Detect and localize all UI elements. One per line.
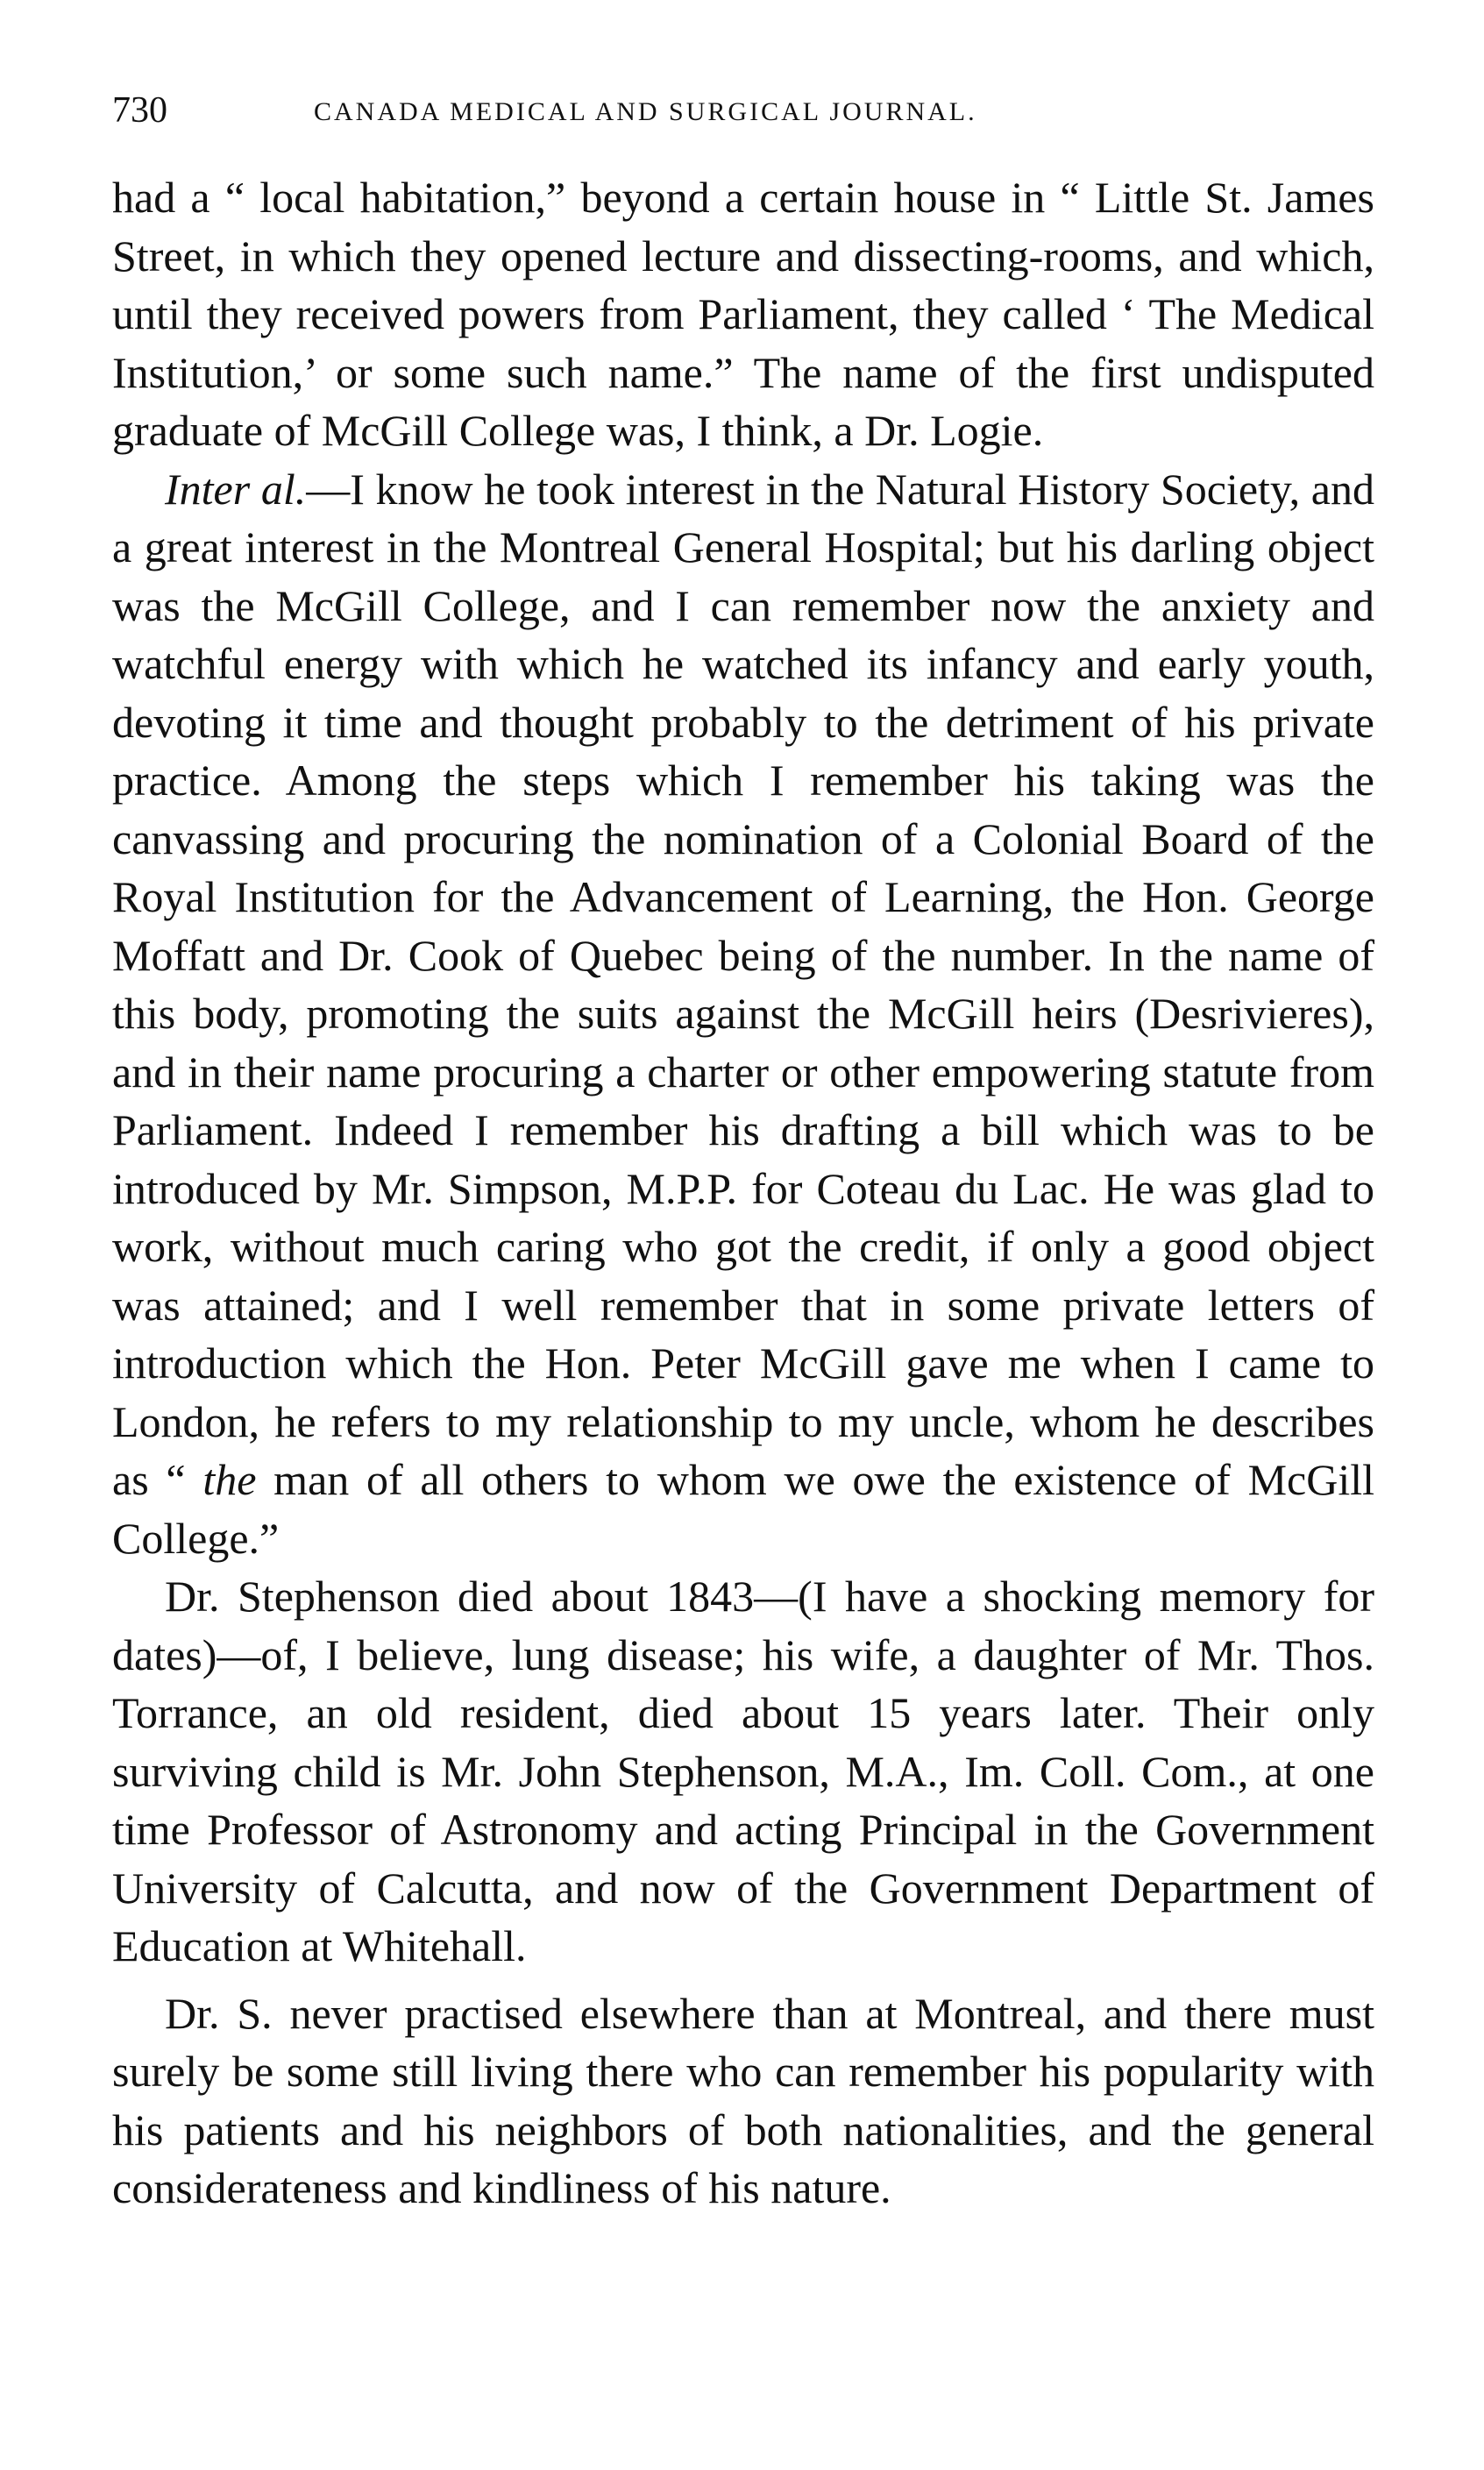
paragraph-4-text: Dr. S. never practised elsewhere than at Montreal, and there must surely be some still living there who can remember his popularity with his patients and his neighbors of both nationalities, and the general considerateness and kindliness of his nature. bbox=[112, 1988, 1374, 2212]
paragraph-1-text: had a “ local habitation,” beyond a certain house in “ Little St. James Street, in which they opened lecture and dissecting-rooms, and which, until they received powers from Parliament, they called ‘ The Medical Institution,’ or some such name.” The name of the first undisputed graduate of McGill College was, I think, a Dr. Logie. bbox=[112, 173, 1374, 455]
paragraph-2-lead-italic: Inter al. bbox=[165, 464, 307, 514]
page-number: 730 bbox=[112, 90, 167, 131]
paragraph-3 bbox=[112, 1567, 1374, 1976]
paragraph-2-text: —I know he took interest in the Natural History Society, and a great interest in the Montreal General Hospital; but his darling object was the McGill College, and I can remember now the anxiety and watchful energy with which he watched its infancy and early youth, devoting it time and thought probably to the detriment of his private practice. Among the steps which I remember his taking was the canvassing and procuring the nomination of a Colonial Board of the Royal Institution for the Advancement of Learning, the Hon. George Moffatt and Dr. Cook of Quebec being of the number. In the name of this body, promoting the suits against the McGill heirs (Desrivieres), and in their name procuring a charter or other empowering statute from Parliament. Indeed I remember his drafting a bill which was to be introduced by Mr. Simpson, M.P.P. for Coteau du Lac. He was glad to work, without much caring who got the credit, if only a good object was attained; and I well remember that in some private letters of introduction which the Hon. Peter McGill gave me when I came to London, he refers to my relationship to my uncle, whom he describes as “ bbox=[112, 464, 1374, 1504]
journal-title: CANADA MEDICAL AND SURGICAL JOURNAL. bbox=[314, 97, 977, 126]
paragraph-2-text-end: man of all others to whom we owe the existence of McGill College.” bbox=[112, 1455, 1374, 1563]
article-body bbox=[112, 168, 1374, 2218]
paragraph-4 bbox=[112, 1984, 1374, 2218]
paragraph-2-italic-phrase: the bbox=[202, 1455, 257, 1504]
running-head bbox=[112, 84, 1374, 137]
paragraph-1 bbox=[112, 168, 1374, 460]
paragraph-3-text: Dr. Stephenson died about 1843—(I have a shocking memory for dates)—of, I believe, lung disease; his wife, a daughter of Mr. Thos. Torrance, an old resident, died about 15 years later. Their only surviving child is Mr. John Stephenson, M.A., Im. Coll. Com., at one time Professor of Astronomy and acting Principal in the Government University of Calcutta, and now of the Government Department of Education at Whitehall. bbox=[112, 1572, 1374, 1970]
paragraph-2 bbox=[112, 460, 1374, 1568]
